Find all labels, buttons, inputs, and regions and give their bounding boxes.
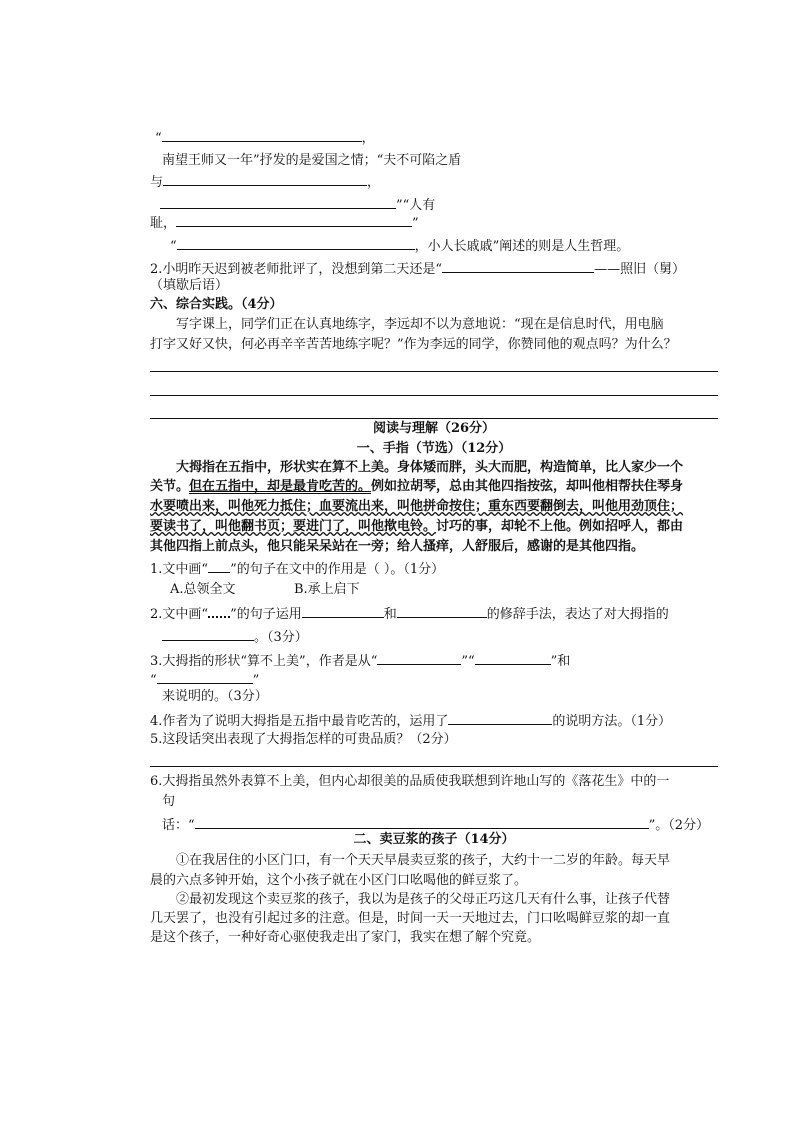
- reading-title: 阅读与理解（26分）: [372, 421, 496, 436]
- poem-line-2: 南望王师又一年”抒发的是爱国之情；“夫不可陷之盾: [162, 153, 462, 168]
- poem-prefix: 耻，: [150, 216, 177, 231]
- passage-line: 大拇指在五指中，形状实在算不上美。身体矮而胖，头大而肥，构造简单，比人家少一个: [176, 460, 684, 475]
- wavy-underlined-passage: 水要喷出来，叫他死力抵住；血要流出来，叫他拼命按住；重东西要翻倒去，叫他用劲顶住；: [150, 499, 684, 514]
- poem-line-6: [170, 236, 629, 256]
- passage-line: 其他四指上前点头，他只能呆呆站在一旁；给人搔痒，人舒服后，感谢的是其他四指。: [150, 539, 645, 554]
- question-text: 的修辞手法，表达了对大拇指的: [486, 607, 669, 622]
- question-xiehouyu: [150, 259, 685, 279]
- answer-blank[interactable]: [157, 670, 253, 684]
- answer-blank[interactable]: [195, 815, 649, 829]
- question-note: （填歇后语）: [150, 278, 229, 293]
- answer-line[interactable]: [150, 766, 718, 767]
- poem-open-quote: “: [155, 131, 162, 146]
- wavy-underlined-passage: 要读书了，叫他翻书页；要进门了，叫他揿电铃。: [150, 519, 437, 534]
- passage-line: [150, 478, 683, 496]
- paragraph-line: 打字又好又快，何必再辛辛苦苦地练字呢？”作为李远的同学，你赞同他的观点吗？为什么？: [150, 337, 677, 352]
- paragraph-line: 写字课上，同学们正在认真地练字，李远却不以为意地说：“现在是信息时代，用电脑: [176, 317, 664, 332]
- question-3-cont: [150, 670, 259, 690]
- question-5: 5.这段话突出表现了大拇指怎样的可贵品质？（2分）: [150, 732, 457, 747]
- question-text: 2.文中画“: [150, 607, 209, 622]
- answer-blank[interactable]: [377, 651, 461, 665]
- question-text: ”的句子运用: [230, 607, 302, 622]
- poem-line-4: [160, 195, 435, 215]
- answer-blank[interactable]: [163, 172, 367, 186]
- poem-suffix: ，小人长戚戚”阐述的则是人生哲理。: [414, 239, 630, 254]
- answer-line[interactable]: [150, 418, 718, 419]
- question-text: 和: [383, 607, 397, 622]
- answer-blank[interactable]: [397, 604, 487, 618]
- answer-blank[interactable]: [448, 711, 552, 725]
- passage-line: ②最初发现这个卖豆浆的孩子，我以为是孩子的父母正巧这几天有什么事，让孩子代替: [176, 892, 671, 907]
- question-text-end: ——照旧（舅）: [594, 262, 686, 277]
- poem-suffix: ”“人有: [396, 198, 436, 213]
- question-1: [150, 560, 444, 579]
- question-text: 的说明方法。（1分）: [552, 714, 672, 729]
- question-2-cont: [162, 627, 308, 647]
- question-text: 1.文中画“: [150, 562, 209, 577]
- question-text: 。（3分）: [254, 630, 308, 645]
- wavy-underline-sample: [208, 604, 230, 618]
- underlined-sentence: 但在五指中，却是最肯吃苦的。: [189, 479, 372, 494]
- question-3: [150, 651, 570, 671]
- question-4: [150, 711, 671, 731]
- passage-text: 关节。: [150, 479, 190, 494]
- question-text: ”和: [550, 654, 571, 669]
- poem-comma: ，: [367, 175, 381, 190]
- question-6-cont: 句: [162, 794, 176, 809]
- option-b[interactable]: B.承上启下: [294, 582, 360, 597]
- question-text: ”的句子在文中的作用是（ ）。（1分）: [230, 562, 445, 577]
- question-6: 6.大拇指虽然外表算不上美，但内心却很美的品质使我联想到许地山写的《落花生》中的一: [150, 774, 670, 789]
- option-a[interactable]: A.总领全文: [170, 582, 236, 597]
- question-text: ”。（2分）: [648, 818, 710, 833]
- question-2: [150, 604, 669, 624]
- answer-blank[interactable]: [162, 627, 254, 641]
- question-text: ”: [252, 673, 260, 688]
- answer-blank[interactable]: [162, 128, 362, 142]
- question-text: 3.大拇指的形状“算不上美”，作者是从“: [150, 654, 378, 669]
- passage-line: ①在我居住的小区门口，有一个天天早晨卖豆浆的孩子，大约十一二岁的年龄。每天早: [176, 853, 671, 868]
- part1-title: 一、手指（节选）（12分）: [356, 441, 512, 456]
- poem-comma: ，: [361, 131, 375, 146]
- answer-blank[interactable]: [177, 236, 415, 250]
- poem-prefix: 与: [150, 175, 164, 190]
- poem-open-quote: “: [170, 239, 177, 254]
- question-text: 4.作者为了说明大拇指是五指中最肯吃苦的，运用了: [150, 714, 449, 729]
- section-title: 六、综合实践。（4分）: [150, 297, 283, 312]
- passage-line: 晨的六点多钟开始，这个小孩子就在小区门口吆喝他的鲜豆浆了。: [150, 873, 528, 888]
- passage-line: 几天罢了，也没有引起过多的注意。但是，时间一天一天地过去，门口吆喝鲜豆浆的却一直: [150, 911, 671, 926]
- answer-blank[interactable]: [302, 604, 384, 618]
- question-text: 2.小明昨天迟到被老师批评了，没想到第二天还是“: [150, 262, 443, 277]
- poem-line-3: [150, 172, 380, 192]
- answer-line[interactable]: [150, 395, 718, 396]
- poem-line-1: [155, 128, 375, 148]
- part2-title: 二、卖豆浆的孩子（14分）: [353, 832, 515, 847]
- poem-line-5: [150, 213, 419, 233]
- question-3-end: 来说明的。（3分）: [162, 689, 268, 704]
- question-text: ”“: [461, 654, 475, 669]
- question-text: “: [150, 673, 157, 688]
- answer-blank[interactable]: [475, 651, 551, 665]
- question-1-options: [170, 581, 360, 599]
- answer-blank[interactable]: [160, 195, 396, 209]
- passage-line: 是这个孩子，一种好奇心驱使我走出了家门，我实在想了解个究竟。: [150, 930, 541, 945]
- passage-line: [150, 518, 683, 536]
- answer-line[interactable]: [150, 371, 718, 372]
- straight-underline-sample: [208, 560, 230, 573]
- passage-text: 例如拉胡琴，总由其他四指按弦，却叫他相帮扶住琴身: [371, 479, 684, 494]
- answer-blank[interactable]: [442, 259, 594, 273]
- question-text: 话：“: [162, 818, 195, 833]
- poem-suffix: ”: [412, 216, 419, 231]
- passage-text: 讨巧的事，却轮不上他。例如招呼人，都由: [436, 519, 684, 534]
- answer-blank[interactable]: [176, 213, 412, 227]
